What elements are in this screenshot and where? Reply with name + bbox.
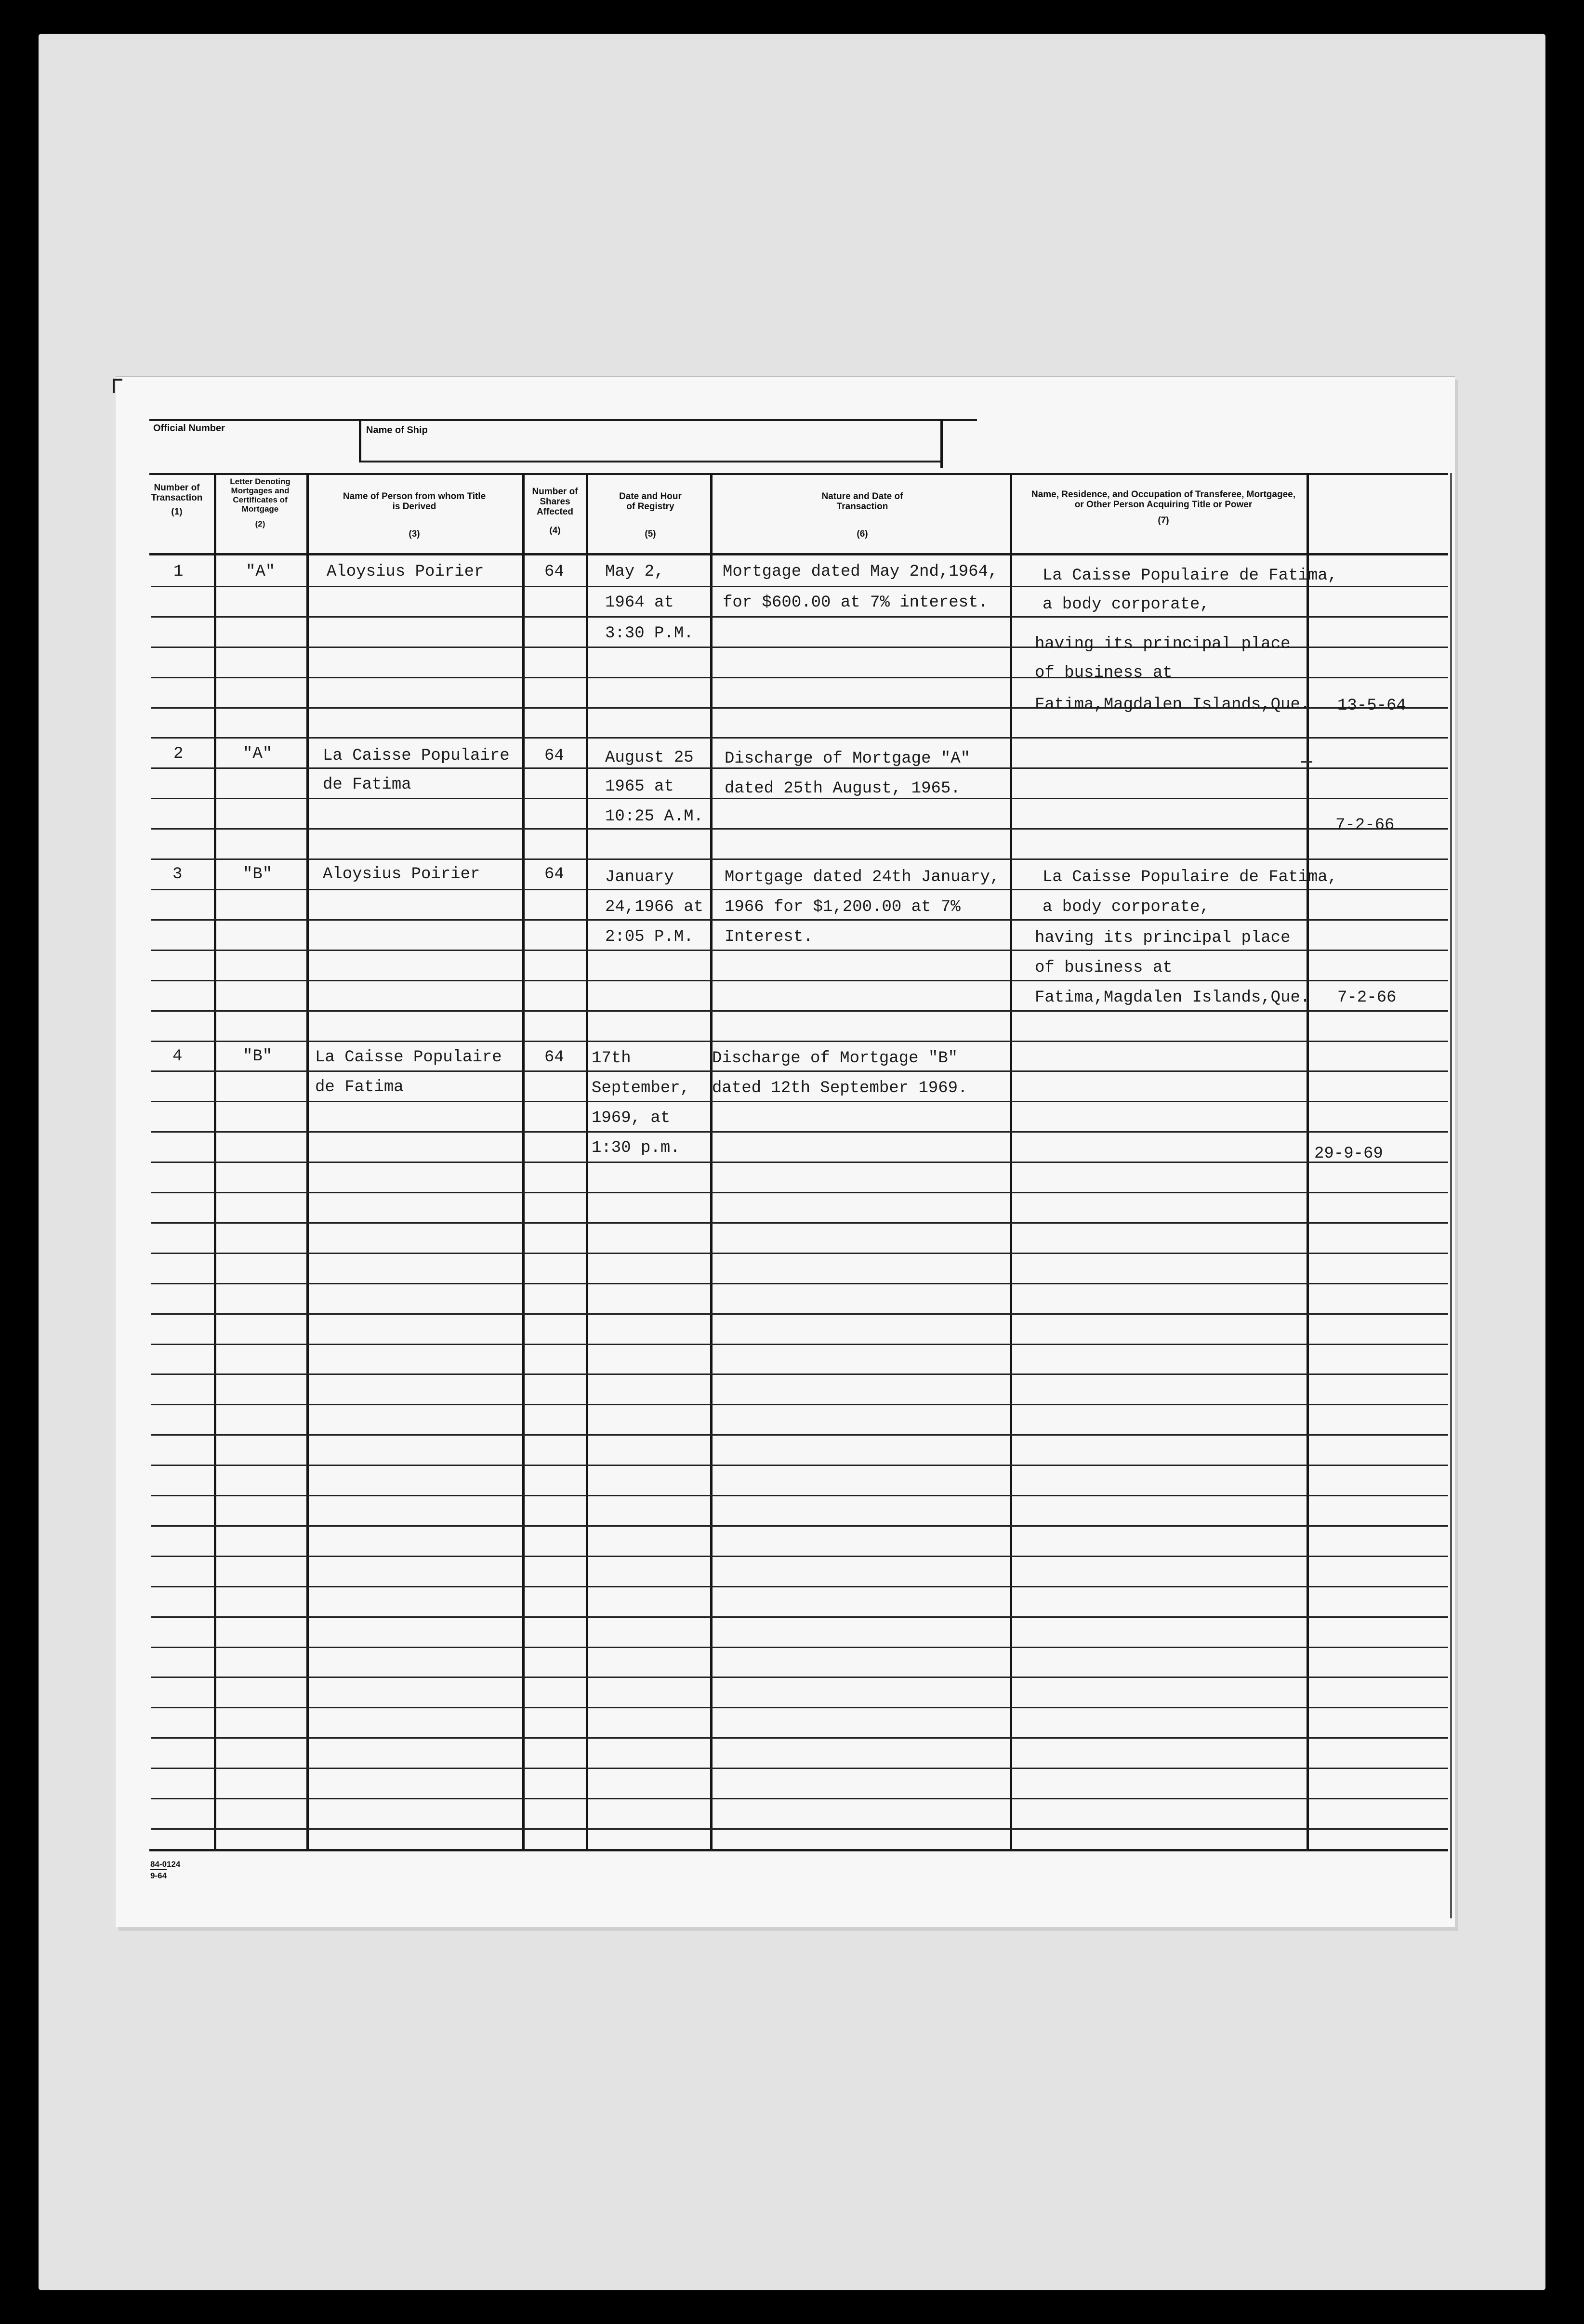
entry-2-number: 2 [173,745,184,763]
ruled-line [151,1586,1448,1587]
entry-2-from: La Caisse Populaire [323,747,510,765]
entry-3-letter: "B" [243,865,273,884]
ruled-line [151,798,1448,799]
entry-4-registry: 17th [592,1049,631,1068]
ruled-line [151,1768,1448,1769]
entry-2-registry: August 25 [605,749,694,767]
ruled-line [151,980,1448,981]
entry-1-letter: "A" [246,563,276,581]
ruled-line [151,1101,1448,1102]
entry-3-number: 3 [172,865,183,884]
ruled-line [151,1344,1448,1345]
entry-3-nature: Mortgage dated 24th January, [725,868,1000,886]
entry-4-nature: Discharge of Mortgage "B" [712,1049,958,1068]
ruled-line [151,1131,1448,1133]
ruled-line [151,858,1448,860]
entry-2-nature: Discharge of Mortgage "A" [725,750,971,768]
ruled-line [151,1283,1448,1284]
col-header-7: Name, Residence, and Occupation of Transferee, Mortgagee, or Other Person Acquiring Title or Power (7) [1031,489,1295,526]
ruled-line [151,1404,1448,1405]
ruled-line [151,1556,1448,1557]
corner-mark [113,379,115,393]
ruled-line [151,828,1448,830]
col-header-3: Name of Person from whom Title is Derived (3) [343,491,486,539]
entry-1-from: Aloysius Poirier [327,563,484,581]
entry-3-note: 7-2-66 [1337,989,1397,1007]
entry-2-shares: 64 [544,747,564,765]
col-header-4: Number of Shares Affected (4) [532,487,578,536]
entry-4-shares: 64 [544,1048,564,1067]
col-header-5: Date and Hour of Registry (5) [619,491,682,539]
ruled-line [151,1737,1448,1739]
ruled-line [151,1222,1448,1224]
ruled-line [151,1373,1448,1375]
form-number: 84-0124 9-64 [150,1860,181,1880]
entry-3-transferee: La Caisse Populaire de Fatima, [1043,868,1338,886]
register-page [116,376,1455,1927]
ruled-line [151,1677,1448,1678]
ruled-line [151,677,1448,678]
col-header-1: Number of Transaction (1) [151,483,203,517]
entry-1-nature: Mortgage dated May 2nd,1964, [723,563,998,581]
ruled-line [151,1434,1448,1436]
ruled-line [151,889,1448,890]
col-header-2: Letter Denoting Mortgages and Certificates of Mortgage (2) [230,477,290,528]
name-of-ship-label: Name of Ship [366,425,428,436]
ruled-line [151,1828,1448,1830]
ruled-line [151,1253,1448,1254]
ruled-line [151,919,1448,921]
ruled-line [151,1525,1448,1527]
entry-1-registry: May 2, [605,563,664,581]
ruled-line [151,586,1448,587]
ruled-line [151,1647,1448,1648]
entry-4-letter: "B" [243,1047,273,1066]
ruled-line [151,1495,1448,1496]
entry-1-transferee: La Caisse Populaire de Fatima, [1043,567,1338,585]
entry-3-shares: 64 [544,865,564,884]
ruled-line [151,1070,1448,1072]
ruled-line [151,1616,1448,1618]
ruled-line [151,737,1448,739]
entry-1-note: 13-5-64 [1337,697,1406,715]
ruled-line [151,1313,1448,1315]
entry-3-registry: January [605,868,674,886]
ruled-line [151,616,1448,618]
ruled-line [151,1707,1448,1708]
ruled-line [151,1010,1448,1012]
ruled-line [151,1465,1448,1466]
ruled-line [151,1798,1448,1799]
register-table: Number of Transaction (1) Letter Denoting Mortgages and Certificates of Mortgage (2) Name of Person from whom Title is Derived (3) Number of Shares Affected (4) Date and Hour of Registry (5) Nature and Date of Transaction (6) Name, Residence, and Occupation of Transferee, Mortgagee, or Other Person Acquiring Title or Power (7) 1 "A" Aloysius Poirier 64 May 2, 1964 at 3:30 P.M. Mortgage dated May 2nd,1964, for $600.00 at 7% interest. La Caisse Populaire de Fatima, a body corporate, having its principal place of business at Fatima,Magdalen Islands,Que. 13-5-64 2 "A" La Caisse Populaire de Fatima 64 August 25 1965 at 10:25 A.M. Discharge of Mortgage "A" dated 25th August, 1965. 7-2-66 3 "B" Aloysius Poirier 64 January 24,1966 at 2:05 P.M. Mortgage dated 24th January, 1966 for $1,200.00 at 7% Interest. La Caisse Populaire de Fatima, a body corporate, having its principal place of business at Fatima,Magdalen Islands,Que. 7-2-66 4 "B" La Caisse Populaire de Fatima 64 17th September, 1969, at 1:30 p.m. Discharge of Mortgage "B" dated 12th September 1969. 29-9-69 [116,376,1455,1927]
entry-1-number: 1 [173,563,184,581]
entry-4-from: La Caisse Populaire [315,1048,502,1067]
official-number-label: Official Number [153,423,225,434]
entry-4-number: 4 [172,1047,183,1066]
entry-3-from: Aloysius Poirier [323,865,480,884]
entry-4-note: 29-9-69 [1314,1145,1383,1163]
header-rule [149,553,1448,555]
ruled-line [151,950,1448,951]
ruled-line [151,1041,1448,1042]
ruled-line [151,1192,1448,1193]
ruled-line [151,1162,1448,1163]
entry-2-note: 7-2-66 [1335,816,1395,834]
entry-1-shares: 64 [544,563,564,581]
col-header-6: Nature and Date of Transaction (6) [821,491,903,539]
entry-2-letter: "A" [243,745,273,763]
